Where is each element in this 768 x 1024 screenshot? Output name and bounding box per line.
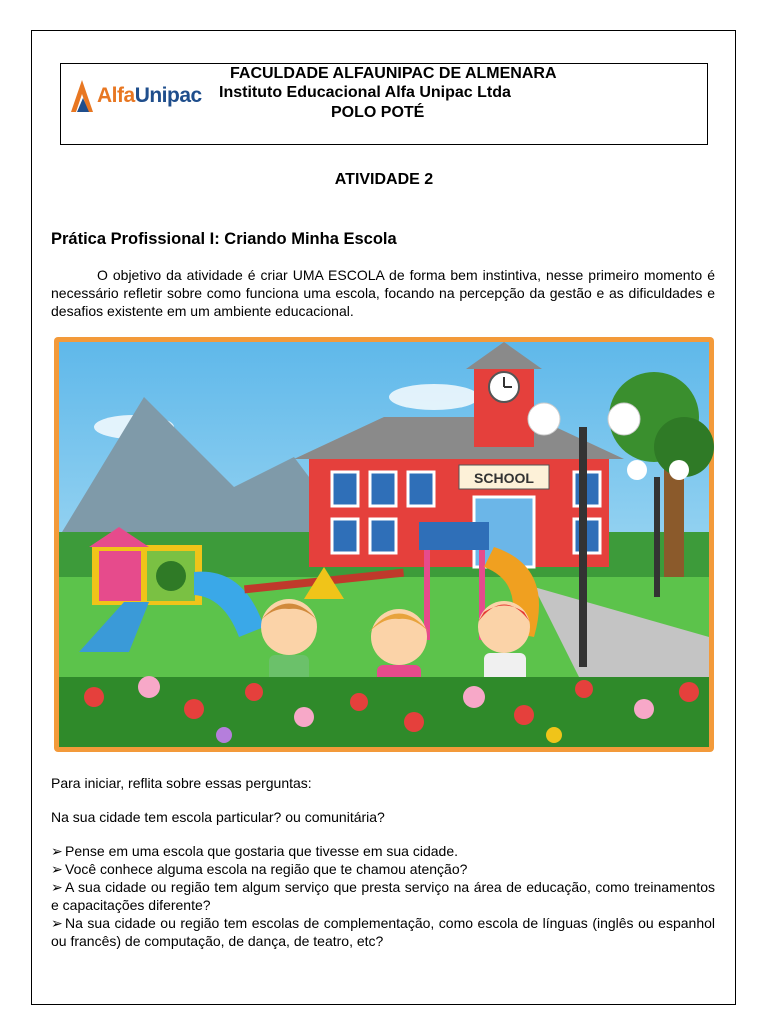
section-title: Prática Profissional I: Criando Minha Escola: [51, 230, 397, 248]
arrow-bullet-icon: ➢: [51, 861, 63, 877]
activity-title: ATIVIDADE 2: [334, 171, 434, 188]
list-item: [51, 878, 715, 914]
alfaunipac-logo: [69, 74, 204, 114]
list-item-text: Você conhece alguma escola na região que te chamou atenção?: [65, 861, 468, 877]
header-box: [60, 63, 708, 145]
logo-text: [97, 84, 202, 108]
question-list: [51, 842, 715, 950]
logo-text-alfa: Alfa: [97, 84, 135, 107]
flowers: [59, 676, 709, 747]
institute-name: Instituto Educacional Alfa Unipac Ltda: [219, 84, 511, 101]
institution-name: FACULDADE ALFAUNIPAC DE ALMENARA: [230, 65, 557, 82]
list-item-text: Pense em uma escola que gostaria que tivesse em sua cidade.: [65, 843, 459, 859]
alfaunipac-logo-icon: [69, 76, 97, 116]
list-item-text: A sua cidade ou região tem algum serviço que presta serviço na área de educação, como treinamentos e capacitações diferente?: [51, 879, 715, 913]
intro-reflect: Para iniciar, reflita sobre essas perguntas:: [51, 775, 312, 791]
school-illustration: [54, 337, 714, 752]
question-schools: Na sua cidade tem escola particular? ou comunitária?: [51, 809, 385, 825]
arrow-bullet-icon: ➢: [51, 915, 63, 931]
cloud: [389, 384, 479, 410]
list-item: [51, 914, 715, 950]
intro-paragraph: O objetivo da atividade é criar UMA ESCOLA de forma bem instintiva, nesse primeiro momento é necessário refletir sobre como funciona uma escola, focando na percepção da gestão e as dificuldades e desafios existente em um ambiente educacional.: [51, 267, 715, 319]
list-item: [51, 860, 715, 878]
arrow-bullet-icon: ➢: [51, 879, 63, 895]
logo-text-unipac: Unipac: [134, 84, 202, 107]
list-item: [51, 842, 715, 860]
school-sign: SCHOOL: [474, 470, 534, 486]
campus-name: POLO POTÉ: [331, 104, 425, 121]
arrow-bullet-icon: ➢: [51, 843, 63, 859]
list-item-text: Na sua cidade ou região tem escolas de complementação, como escola de línguas (inglês ou espanhol ou francês) de computação, de dança, de teatro, etc?: [51, 915, 715, 949]
